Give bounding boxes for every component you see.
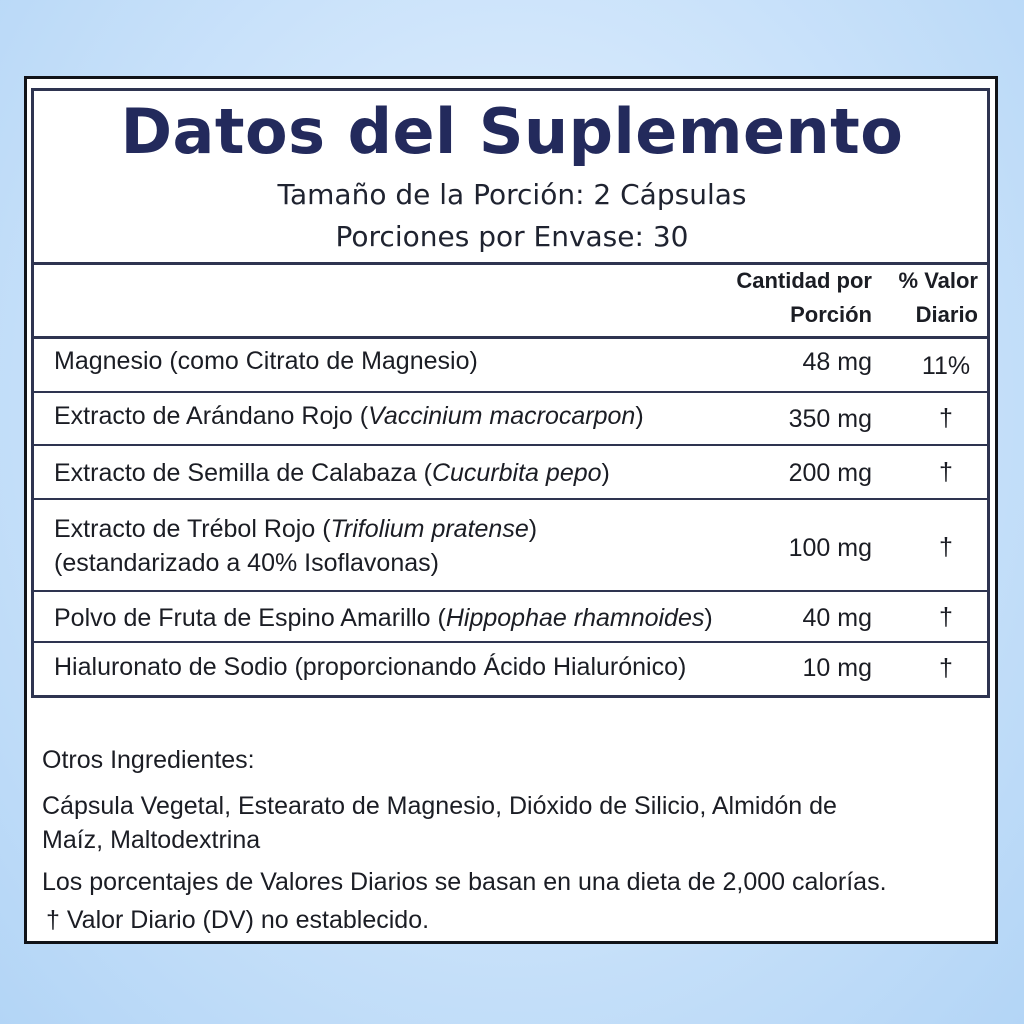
other-ingredients-list [42,789,992,857]
other-ingredients-label: Otros Ingredientes: [42,746,255,774]
column-header-dv-line2: Diario [915,302,978,327]
table-divider [31,336,990,339]
nutrient-amount: 10 mg [802,654,872,682]
nutrient-name-line2: (estandarizado a 40% Isoflavonas) [54,549,439,577]
column-header-amount-line2: Porción [790,302,872,327]
servings-per-container: Porciones por Envase: 30 [335,220,689,253]
nutrient-daily-value: 11% [921,352,971,380]
nutrient-amount: 350 mg [788,405,872,433]
column-header-amount-line1: Cantidad por [736,268,872,293]
nutrient-daily-value: † [939,458,953,486]
nutrient-name: Extracto de Semilla de Calabaza (Cucurbita pepo) [54,459,610,487]
column-header-dv [899,264,978,332]
row-divider [31,641,990,643]
nutrient-name: Extracto de Arándano Rojo (Vaccinium macrocarpon) [54,402,644,430]
row-divider [31,590,990,592]
nutrient-amount: 200 mg [788,459,872,487]
column-header-amount [736,264,872,332]
nutrient-daily-value: † [939,404,953,432]
other-ingredients-line2: Maíz, Maltodextrina [42,826,261,854]
nutrient-name: Polvo de Fruta de Espino Amarillo (Hippophae rhamnoides) [54,604,713,632]
nutrient-daily-value: † [939,654,953,682]
other-ingredients-line1: Cápsula Vegetal, Estearato de Magnesio, Dióxido de Silicio, Almidón de [42,792,837,820]
daily-values-note: Los porcentajes de Valores Diarios se basan en una dieta de 2,000 calorías. [42,868,887,896]
nutrient-daily-value: † [939,603,953,631]
row-divider [31,444,990,446]
nutrient-amount: 48 mg [802,348,872,376]
nutrient-name: Extracto de Trébol Rojo (Trifolium pratense) (estandarizado a 40% Isoflavonas) [54,512,537,580]
serving-size: Tamaño de la Porción: 2 Cápsulas [277,178,747,211]
nutrient-amount: 100 mg [788,534,872,562]
nutrient-daily-value: † [939,533,953,561]
column-header-dv-line1: % Valor [898,268,978,293]
row-divider [31,498,990,500]
row-divider [31,391,990,393]
nutrient-name: Magnesio (como Citrato de Magnesio) [54,347,478,375]
page-title: Datos del Suplemento [120,95,904,168]
dv-not-established-note: † Valor Diario (DV) no establecido. [46,906,430,934]
nutrient-amount: 40 mg [802,604,872,632]
nutrient-name: Hialuronato de Sodio (proporcionando Ácido Hialurónico) [54,653,687,681]
